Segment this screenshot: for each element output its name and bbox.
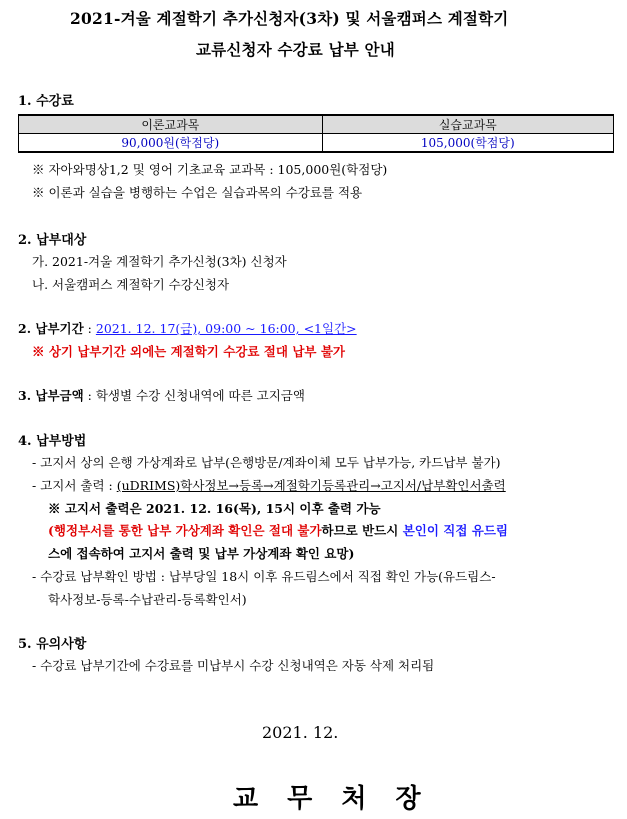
method-item-5: - 수강료 납부확인 방법 : 납부당일 18시 이후 유드림스에서 직접 확인 가능(유드림스- <box>32 569 496 584</box>
fee-note-1: ※ 자아와명상1,2 및 영어 기초교육 교과목 : 105,000원(학점당) <box>32 162 388 177</box>
target-item-1: 가. 2021-겨울 계절학기 추가신청(3차) 신청자 <box>32 254 287 269</box>
amount-text: : 학생별 수강 신청내역에 따른 고지금액 <box>83 388 305 403</box>
method-item-4 <box>48 521 508 539</box>
fee-table-header-practice: 실습교과목 <box>322 115 613 134</box>
target-item-2: 나. 서울캠퍼스 계절학기 수강신청자 <box>32 277 230 292</box>
section-method-heading: 4. 납부방법 <box>18 434 87 449</box>
fee-note-2: ※ 이론과 실습을 병행하는 수업은 실습과목의 수강료를 적용 <box>32 185 363 200</box>
section-amount-heading: 3. 납부금액 <box>18 388 84 403</box>
doc-date: 2021. 12. <box>262 723 339 742</box>
method-item-1: - 고지서 상의 은행 가상계좌로 납부(은행방문/계좌이체 모두 납부가능, 카드납부 불가) <box>32 455 501 470</box>
method-item-4-cont: 스에 접속하여 고지서 출력 및 납부 가상계좌 확인 요망) <box>48 546 355 561</box>
method-item-3: ※ 고지서 출력은 2021. 12. 16(목), 15시 이후 출력 가능 <box>48 501 381 516</box>
method-item-4-part-c: 본인이 직접 유드림 <box>402 523 508 538</box>
method-item-2-prefix: - 고지서 출력 : <box>32 478 117 493</box>
section-target-heading: 2. 납부대상 <box>18 233 87 248</box>
period-value: 2021. 12. 17(금), 09:00 ~ 16:00, <1일간> <box>95 321 357 336</box>
fee-table-header-theory: 이론교과목 <box>19 115 323 134</box>
fee-table <box>18 114 614 153</box>
section-period-heading: 2. 납부기간 <box>18 321 84 336</box>
method-item-2-path: (uDRIMS)학사정보→등록→계절학기등록관리→고지서/납부확인서출력 <box>116 478 506 493</box>
method-item-4-part-a: (행정부서를 통한 납부 가상계좌 확인은 절대 불가 <box>48 523 322 538</box>
section-fee-heading: 1. 수강료 <box>18 94 74 109</box>
period-warning: ※ 상기 납부기간 외에는 계절학기 수강료 절대 납부 불가 <box>32 344 345 359</box>
section-caution-heading: 5. 유의사항 <box>18 637 87 652</box>
method-item-5-cont: 학사정보-등록-수납관리-등록확인서) <box>48 592 247 607</box>
fee-table-value-theory: 90,000원(학점당) <box>19 134 323 153</box>
fee-table-value-practice: 105,000(학점당) <box>322 134 613 153</box>
method-item-2 <box>32 476 506 494</box>
caution-item: - 수강료 납부기간에 수강료를 미납부시 수강 신청내역은 자동 삭제 처리됨 <box>32 658 435 673</box>
amount-line <box>18 386 305 404</box>
period-line <box>18 319 357 337</box>
doc-title-line1: 2021-겨울 계절학기 추가신청자(3차) 및 서울캠퍼스 계절학기 <box>70 9 509 28</box>
period-separator: : <box>83 321 96 336</box>
doc-signature: 교 무 처 장 <box>233 784 431 814</box>
method-item-4-part-b: 하므로 반드시 <box>321 523 403 538</box>
doc-title-line2: 교류신청자 수강료 납부 안내 <box>196 40 395 59</box>
